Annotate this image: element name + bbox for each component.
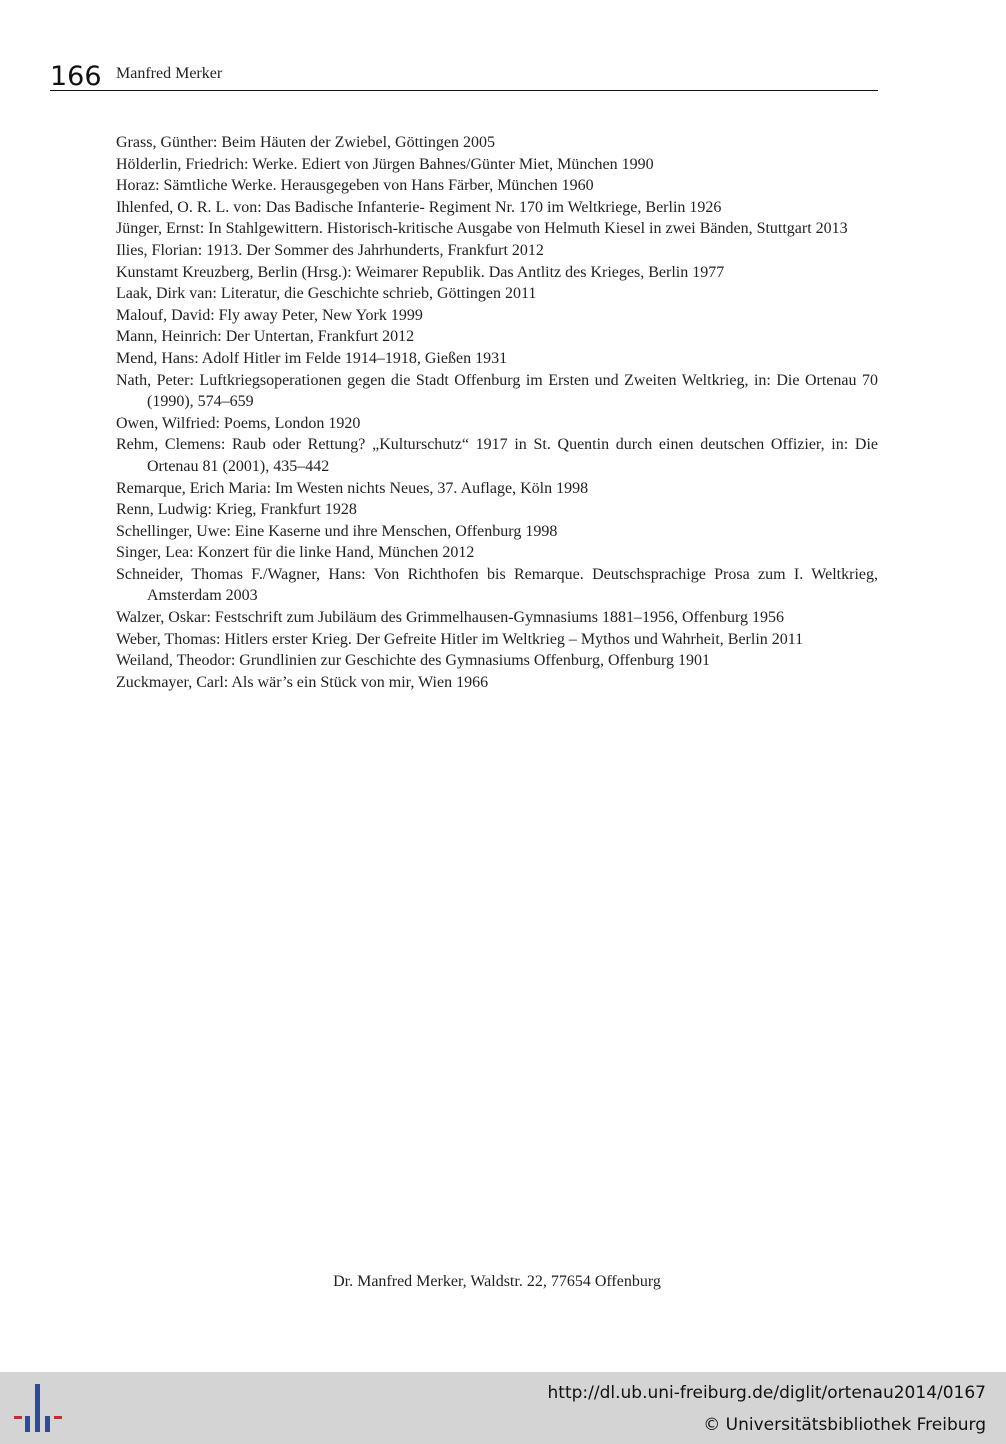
permalink-url[interactable]: http://dl.ub.uni-freiburg.de/diglit/ortenau2014/0167 — [547, 1383, 986, 1403]
page-number: 166 — [50, 61, 102, 92]
bibliography-entry: Jünger, Ernst: In Stahlgewittern. Historisch-kritische Ausgabe von Helmuth Kiesel in zwei Bänden, Stuttgart 2013 — [116, 220, 848, 238]
bibliography-entry: Grass, Günther: Beim Häuten der Zwiebel, Göttingen 2005 — [116, 134, 496, 151]
running-head: Manfred Merker — [116, 65, 223, 82]
page-header — [50, 60, 878, 91]
bibliography-entry: Mend, Hans: Adolf Hitler im Felde 1914–1918, Gießen 1931 — [116, 349, 508, 367]
bibliography-entry: Rehm, Clemens: Raub oder Rettung? „Kulturschutz“ 1917 in St. Quentin durch einen deutschen Offizier, in: Die Ortenau 81 (2001), 435–442 — [116, 436, 878, 475]
bibliography-entry: Malouf, David: Fly away Peter, New York 1999 — [116, 306, 423, 324]
ub-freiburg-logo-icon — [14, 1380, 64, 1436]
bibliography-entry: Singer, Lea: Konzert für die linke Hand, München 2012 — [116, 544, 475, 562]
bibliography-entry: Hölderlin, Friedrich: Werke. Ediert von Jürgen Bahnes/Günter Miet, München 1990 — [116, 155, 654, 173]
copyright-notice: © Universitätsbibliothek Freiburg — [703, 1415, 986, 1435]
bibliography-entry: Ilies, Florian: 1913. Der Sommer des Jahrhunderts, Frankfurt 2012 — [116, 241, 544, 259]
bibliography-entry: Mann, Heinrich: Der Untertan, Frankfurt 2012 — [116, 328, 415, 346]
bibliography-entry: Weiland, Theodor: Grundlinien zur Geschichte des Gymnasiums Offenburg, Offenburg 1901 — [116, 652, 710, 670]
bibliography-entry: Laak, Dirk van: Literatur, die Geschichte schrieb, Göttingen 2011 — [116, 285, 537, 303]
bibliography-entry: Horaz: Sämtliche Werke. Herausgegeben von Hans Färber, München 1960 — [116, 177, 594, 195]
bibliography-entry: Ihlenfed, O. R. L. von: Das Badische Infanterie- Regiment Nr. 170 im Weltkriege, Berlin 1926 — [116, 198, 722, 216]
footer-band — [0, 1372, 1006, 1444]
bibliography-entry: Weber, Thomas: Hitlers erster Krieg. Der Gefreite Hitler im Weltkrieg – Mythos und Wahrheit, Berlin 2011 — [116, 630, 804, 648]
author-address: Dr. Manfred Merker, Waldstr. 22, 77654 Offenburg — [333, 1273, 661, 1290]
bibliography-entry: Kunstamt Kreuzberg, Berlin (Hrsg.): Weimarer Republik. Das Antlitz des Krieges, Berlin 1977 — [116, 263, 725, 281]
bibliography-entry: Zuckmayer, Carl: Als wär’s ein Stück von mir, Wien 1966 — [116, 673, 489, 691]
bibliography-entry: Owen, Wilfried: Poems, London 1920 — [116, 414, 361, 432]
bibliography-list — [116, 132, 878, 693]
bibliography-entry: Schellinger, Uwe: Eine Kaserne und ihre Menschen, Offenburg 1998 — [116, 522, 558, 540]
bibliography-entry: Renn, Ludwig: Krieg, Frankfurt 1928 — [116, 501, 357, 519]
bibliography-entry: Walzer, Oskar: Festschrift zum Jubiläum des Grimmelhausen-Gymnasiums 1881–1956, Offenburg 1956 — [116, 609, 785, 627]
bibliography-entry: Schneider, Thomas F./Wagner, Hans: Von Richthofen bis Remarque. Deutschsprachige Prosa zum I. Weltkrieg, Amsterdam 2003 — [116, 565, 878, 605]
bibliography-entry: Remarque, Erich Maria: Im Westen nichts Neues, 37. Auflage, Köln 1998 — [116, 479, 589, 497]
bibliography-entry: Nath, Peter: Luftkriegsoperationen gegen die Stadt Offenburg im Ersten und Zweiten Weltkrieg, in: Die Ortenau 70 (1990), 574–659 — [116, 371, 878, 411]
